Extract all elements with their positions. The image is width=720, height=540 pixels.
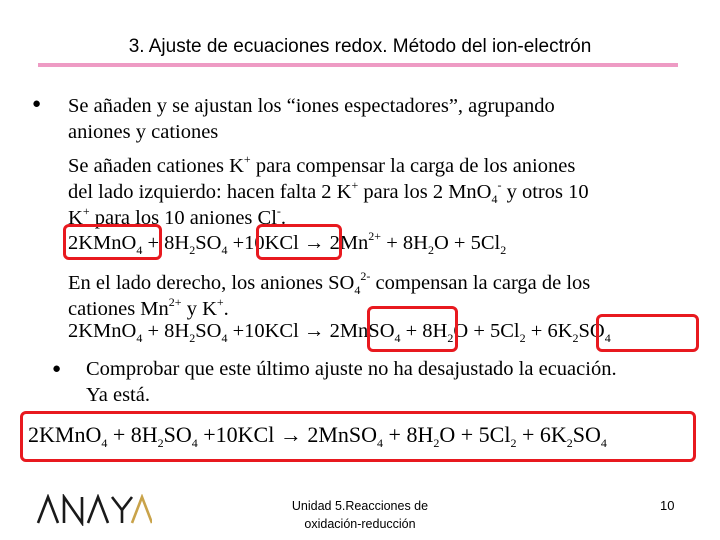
explanation-line: En el lado derecho, los aniones $SO_4^{2-}$ compensan la carga de los [68,269,591,297]
bullet-text: aniones y cationes [68,121,219,143]
footer-unit-title: Unidad 5.Reacciones de oxidación-reducción [291,499,429,531]
bullet-icon: ● [32,96,42,112]
highlight-box-kcl [256,224,342,260]
highlight-box-k2so4 [596,314,699,352]
highlight-box-final [20,411,696,462]
title-underline [38,63,678,67]
bullet-text: Ya está. [86,384,150,406]
explanation-line: cationes $Mn^{2+}$ y K+. [68,295,229,320]
bullet-text: Se añaden y se ajustan los “iones espectadores”, agrupando [68,95,555,117]
explanation-line: del lado izquierdo: hacen falta 2 K+ para los 2 MnO$_4$- y otros 10 [68,178,589,206]
highlight-box-kmno4 [63,224,162,260]
highlight-box-mnso4 [367,306,458,352]
bullet-icon: ● [52,361,62,377]
bullet-text: Comprobar que este último ajuste no ha desajustado la ecuación. [86,358,617,380]
page-number: 10 [660,498,675,513]
logo-text: ANAYA [36,494,40,495]
final-equation: 2KMnO$_4$ + $8H_2SO_4 +10KCl$ → 2MnSO$_4$ + $8H_2O + 5Cl_2 + 6K_2SO_4$ [28,422,607,450]
explanation-line: Se añaden cationes K+ para compensar la carga de los aniones [68,152,576,177]
equation-molecular: 2KMnO$_4$ + $8H_2SO_4 +10KCl$ → 2MnSO$_4$ + $8H_2O + 5Cl_2 + 6K_2SO_4$ [68,320,611,345]
equation-ionic: 2KMnO$_4$ + $8H_2SO_4 +10KCl \to 2Mn^{2+} + 8H_2O + 5Cl_2$ [68,229,507,257]
slide-title: 3. Ajuste de ecuaciones redox. Método del ion-electrón [128,36,592,57]
anaya-logo [36,494,152,526]
explanation-line: K+ para los 10 aniones Cl-. [68,204,287,229]
